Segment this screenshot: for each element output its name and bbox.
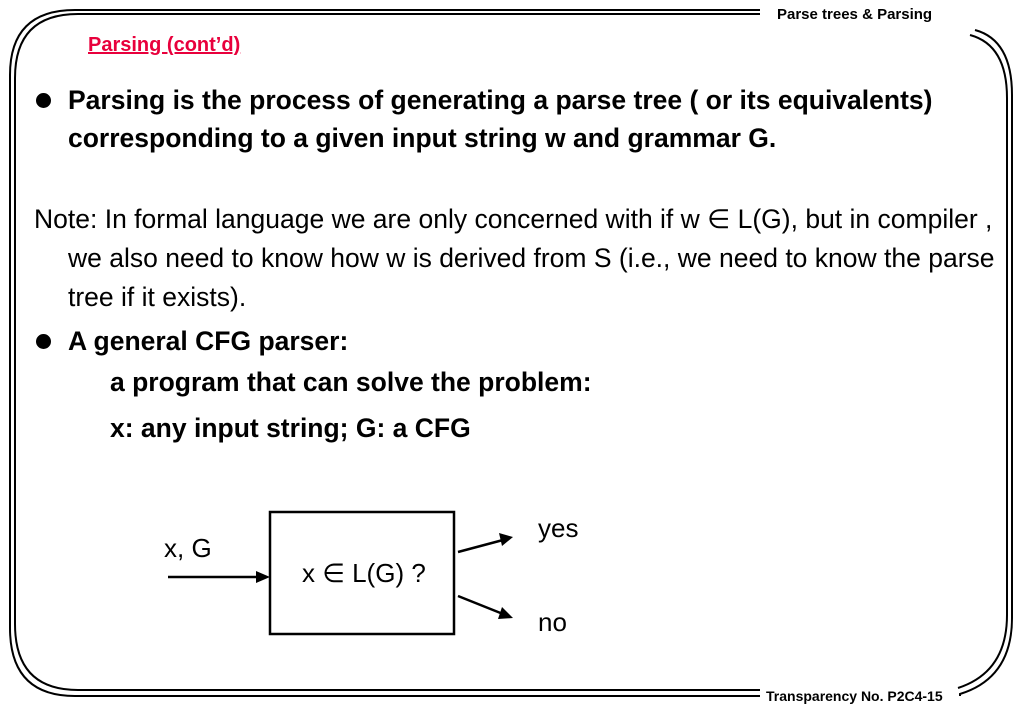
diagram-yes-label: yes bbox=[538, 513, 579, 543]
no-arrow bbox=[458, 596, 503, 614]
diagram-box-label: x ∈ L(G) ? bbox=[302, 558, 426, 588]
bullet-cfg-parser: A general CFG parser: bbox=[68, 326, 349, 356]
yes-arrow bbox=[458, 540, 503, 552]
slide-title: Parsing (cont’d) bbox=[88, 34, 241, 56]
sub-bullet-inputs: x: any input string; G: a CFG bbox=[110, 413, 471, 443]
no-arrowhead bbox=[498, 607, 513, 619]
header-title: Parse trees & Parsing bbox=[777, 6, 933, 23]
footer-transparency-number: Transparency No. P2C4-15 bbox=[766, 688, 943, 704]
bullet-parsing-definition: Parsing is the process of generating a parse tree ( or its equivalents) corresponding to a given input string w and grammar G. bbox=[68, 85, 933, 153]
diagram-no-label: no bbox=[538, 607, 567, 637]
yes-arrowhead bbox=[499, 533, 513, 546]
diagram-input-label: x, G bbox=[164, 533, 212, 563]
sub-bullet-program: a program that can solve the problem: bbox=[110, 367, 592, 397]
input-arrowhead bbox=[256, 571, 270, 583]
note-paragraph: Note: In formal language we are only concerned with if w ∈ L(G), but in compiler , we also need to know how w is derived from S (i.e., we need to know the parse tree if it exists). bbox=[34, 204, 995, 312]
